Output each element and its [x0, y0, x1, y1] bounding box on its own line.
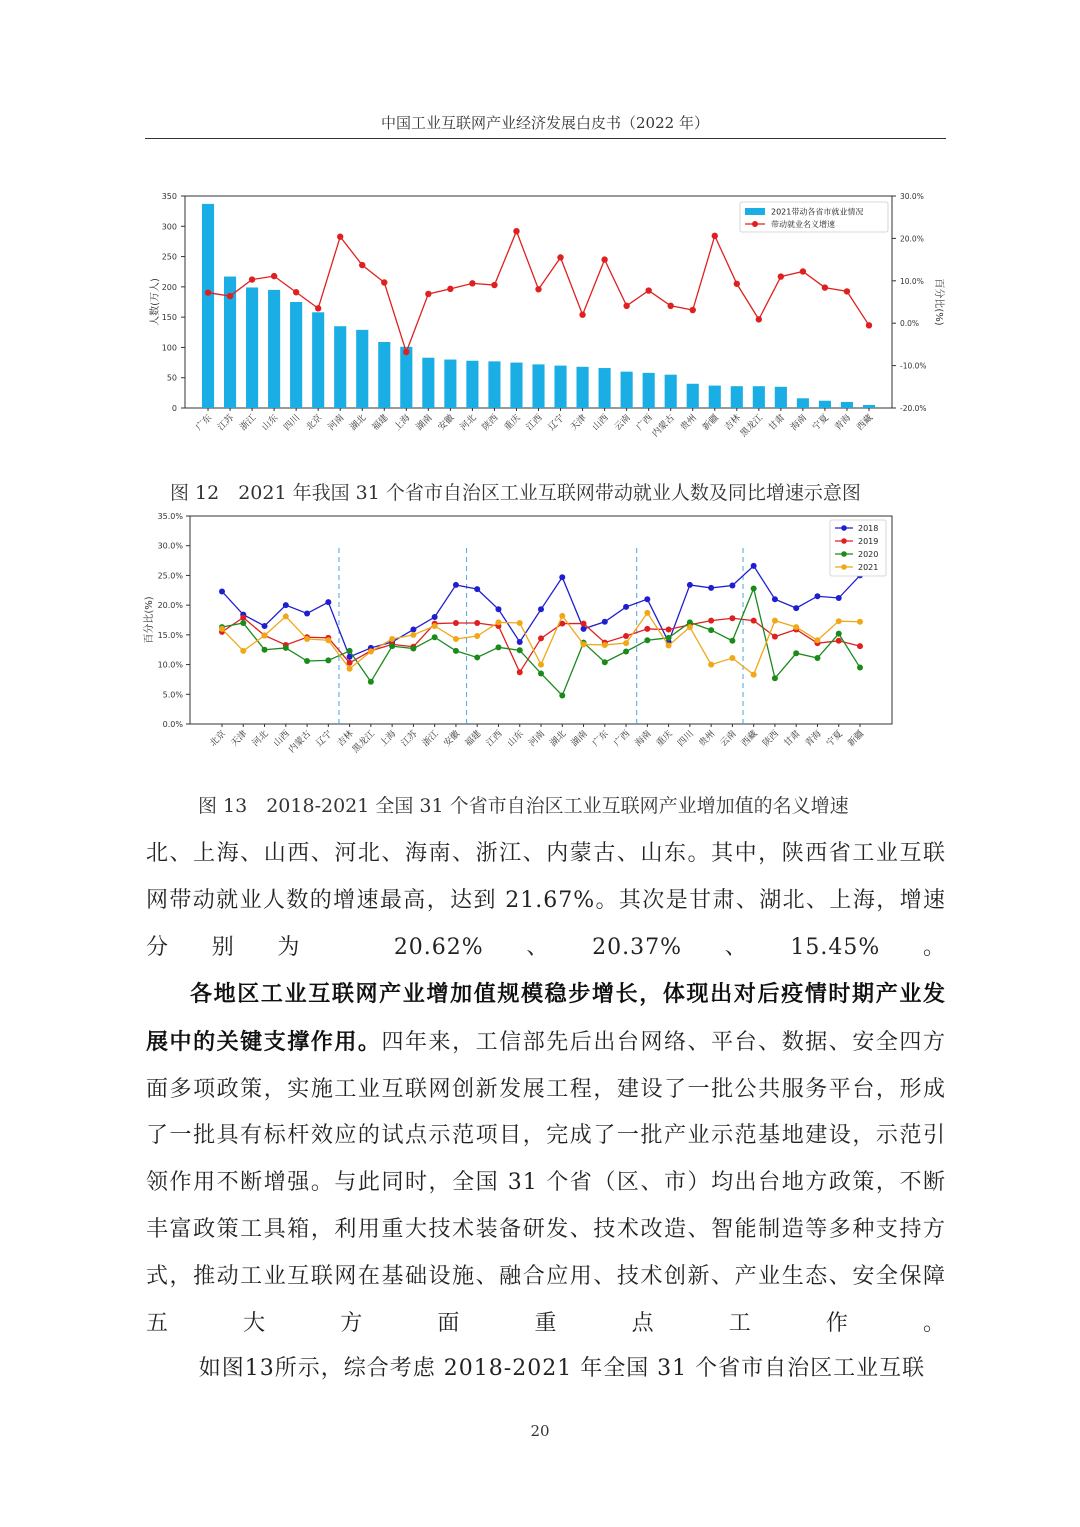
- x-tick-label: 贵州: [697, 729, 718, 749]
- series-point-2021: [538, 662, 544, 668]
- x-tick-label: 浙江: [238, 413, 259, 433]
- series-point-2021: [389, 636, 395, 642]
- series-point-2018: [708, 585, 714, 591]
- series-point-2018: [793, 605, 799, 611]
- series-point-2018: [517, 639, 523, 645]
- series-point-2018: [814, 593, 820, 599]
- legend-label: 2020: [858, 550, 879, 559]
- y-tick-label: 150: [161, 313, 177, 323]
- series-point-2021: [602, 642, 608, 648]
- series-point-2021: [814, 637, 820, 643]
- y-tick-label: 350: [161, 192, 177, 201]
- x-tick-label: 湖南: [414, 413, 435, 433]
- series-point-2020: [347, 648, 353, 654]
- series-point-2020: [325, 657, 331, 663]
- series-point-2021: [623, 640, 629, 646]
- y-tick-label: 20.0%: [157, 601, 183, 611]
- x-tick-label: 陕西: [761, 729, 782, 749]
- series-point-2020: [814, 655, 820, 661]
- x-tick-label: 青海: [833, 413, 854, 433]
- x-tick-label: 黑龙江: [350, 729, 377, 756]
- legend-swatch-marker: [841, 551, 847, 557]
- x-tick-label: 江苏: [216, 413, 237, 433]
- series-point-2021: [304, 636, 310, 642]
- x-tick-label: 四川: [676, 729, 696, 749]
- series-point-2019: [623, 633, 629, 639]
- x-tick-label: 河北: [250, 729, 271, 749]
- legend-label: 带动就业名义增速: [771, 220, 835, 229]
- x-tick-label: 辽宁: [314, 729, 335, 749]
- x-tick-label: 西藏: [739, 729, 760, 749]
- series-point-2018: [751, 563, 757, 569]
- series-point-2021: [729, 655, 735, 661]
- series-point-2018: [474, 586, 480, 592]
- x-tick-label: 北京: [208, 729, 229, 749]
- legend-label: 2018: [858, 524, 879, 533]
- series-point-2021: [495, 619, 501, 625]
- series-point-2018: [283, 602, 289, 608]
- series-point-2020: [538, 670, 544, 676]
- series-point-2019: [453, 620, 459, 626]
- x-tick-label: 贵州: [679, 413, 699, 433]
- y-axis-label: 人数(万人): [150, 278, 161, 326]
- x-tick-label: 广东: [194, 413, 215, 433]
- series-point-2021: [644, 610, 650, 616]
- series-point-2018: [262, 623, 268, 629]
- x-tick-label: 广西: [634, 413, 655, 433]
- series-point-2018: [432, 614, 438, 620]
- x-tick-label: 江苏: [399, 729, 420, 749]
- series-point-2021: [857, 619, 863, 625]
- x-tick-label: 安徽: [436, 413, 457, 433]
- legend-swatch-marker: [841, 538, 847, 544]
- x-tick-label: 青海: [803, 729, 824, 749]
- y-tick-label: 50: [166, 373, 177, 383]
- page-number: 20: [530, 1422, 550, 1440]
- x-tick-label: 安徽: [442, 729, 463, 749]
- x-tick-label: 天津: [229, 729, 250, 749]
- series-point-2020: [772, 675, 778, 681]
- series-point-2018: [836, 595, 842, 601]
- series-point-2019: [751, 618, 757, 624]
- series-point-2018: [559, 574, 565, 580]
- y-tick-label: 300: [161, 222, 177, 232]
- series-point-2020: [602, 659, 608, 665]
- series-point-2021: [240, 648, 246, 654]
- series-point-2018: [581, 626, 587, 632]
- series-point-2021: [517, 620, 523, 626]
- x-tick-label: 内蒙古: [287, 729, 314, 756]
- y-tick-label: 250: [161, 252, 177, 262]
- page-header: 中国工业互联网产业经济发展白皮书（2022 年）: [381, 114, 709, 132]
- x-tick-label: 海南: [633, 729, 654, 749]
- y-tick-label: 0: [171, 404, 177, 413]
- series-point-2021: [283, 613, 289, 619]
- series-point-2021: [687, 624, 693, 630]
- series-point-2018: [538, 606, 544, 612]
- x-tick-label: 甘肃: [782, 729, 803, 749]
- series-point-2020: [644, 637, 650, 643]
- y2-tick-label: 0.0%: [900, 319, 920, 329]
- series-point-2020: [793, 650, 799, 656]
- series-point-2020: [474, 654, 480, 660]
- x-tick-label: 吉林: [723, 413, 743, 433]
- x-tick-label: 黑龙江: [738, 413, 765, 440]
- series-point-2020: [623, 648, 629, 654]
- series-point-2020: [283, 645, 289, 651]
- x-tick-label: 福建: [370, 413, 391, 433]
- y-tick-label: 0.0%: [162, 720, 183, 729]
- series-point-2020: [495, 644, 501, 650]
- plot-frame: [190, 516, 892, 724]
- series-point-2021: [410, 632, 416, 638]
- x-tick-label: 云南: [612, 413, 633, 433]
- legend-label: 2021: [858, 563, 879, 572]
- figure-13-caption: 图 13 2018-2021 全国 31 个省市自治区工业互联网产业增加值的名义增速: [198, 795, 849, 817]
- series-point-2019: [517, 669, 523, 675]
- series-point-2021: [262, 632, 268, 638]
- series-point-2019: [644, 626, 650, 632]
- body-paragraph-1: [146, 831, 946, 971]
- y-tick-label: 200: [161, 282, 177, 292]
- x-tick-label: 江西: [524, 413, 545, 433]
- series-point-2021: [751, 672, 757, 678]
- x-tick-label: 重庆: [502, 413, 523, 433]
- series-point-2020: [729, 638, 735, 644]
- y2-tick-label: 30.0%: [900, 192, 924, 201]
- y-tick-label: 5.0%: [162, 690, 183, 700]
- y-axis-label: 百分比(%): [144, 596, 155, 644]
- y2-axis-label: 百分比(%): [933, 278, 944, 326]
- x-tick-label: 山西: [272, 729, 292, 749]
- series-point-2019: [708, 618, 714, 624]
- x-tick-label: 四川: [282, 413, 303, 433]
- series-point-2020: [389, 643, 395, 649]
- series-point-2021: [708, 662, 714, 668]
- y-tick-label: 35.0%: [157, 512, 183, 521]
- x-tick-label: 宁夏: [811, 413, 832, 433]
- series-point-2018: [410, 627, 416, 633]
- series-point-2021: [219, 626, 225, 632]
- series-point-2021: [772, 618, 778, 624]
- y-tick-label: 10.0%: [157, 660, 183, 670]
- series-point-2021: [836, 618, 842, 624]
- x-tick-label: 湖北: [548, 729, 569, 749]
- legend-swatch-marker: [841, 525, 847, 531]
- x-tick-label: 海南: [789, 413, 810, 433]
- x-tick-label: 重庆: [654, 729, 675, 749]
- paragraph-1-text: 北、上海、山西、河北、海南、浙江、内蒙古、山东。其中，陕西省工业互联网带动就业人数的增速最高，达到 21.67%。其次是甘肃、湖北、上海，增速分别为 20.62%、20.37%、15.45%。: [146, 841, 946, 960]
- series-point-2018: [304, 610, 310, 616]
- body-paragraph-3: [146, 1346, 946, 1393]
- x-tick-label: 江西: [484, 729, 505, 749]
- series-point-2019: [836, 638, 842, 644]
- x-tick-label: 辽宁: [546, 413, 567, 433]
- y2-tick-label: -10.0%: [900, 361, 927, 371]
- series-point-2021: [325, 637, 331, 643]
- x-tick-label: 福建: [463, 729, 484, 749]
- paragraph-3-text: 如图13所示，综合考虑 2018-2021 年全国 31 个省市自治区工业互联: [198, 1356, 926, 1381]
- x-tick-label: 云南: [718, 729, 739, 749]
- x-tick-label: 天津: [568, 413, 589, 433]
- series-point-2018: [623, 604, 629, 610]
- figure-12-caption: 图 12 2021 年我国 31 个省市自治区工业互联网带动就业人数及同比增速示意图: [170, 482, 861, 504]
- x-tick-label: 西藏: [855, 413, 876, 433]
- x-tick-label: 广东: [591, 729, 611, 749]
- y-tick-label: 100: [161, 343, 177, 353]
- series-point-2020: [432, 634, 438, 640]
- series-point-2020: [836, 631, 842, 637]
- y2-tick-label: -20.0%: [900, 404, 927, 413]
- x-tick-label: 吉林: [335, 729, 356, 749]
- x-tick-label: 甘肃: [767, 413, 787, 433]
- x-tick-label: 广西: [612, 729, 633, 749]
- series-point-2021: [453, 636, 459, 642]
- x-tick-label: 宁夏: [825, 729, 845, 749]
- series-point-2019: [772, 634, 778, 640]
- x-tick-label: 上海: [392, 413, 413, 433]
- y2-tick-label: 20.0%: [900, 234, 924, 244]
- y2-tick-label: 10.0%: [900, 276, 924, 286]
- series-point-2018: [602, 619, 608, 625]
- x-tick-label: 河北: [458, 413, 479, 433]
- series-point-2019: [729, 615, 735, 621]
- series-point-2018: [687, 582, 693, 588]
- x-tick-label: 湖南: [569, 729, 590, 749]
- series-line-2020: [222, 589, 860, 696]
- series-point-2020: [857, 665, 863, 671]
- x-tick-label: 山东: [506, 729, 526, 749]
- paragraph-2-bold-lead: 各地区工业互联网产业增加值规模稳步增长，体现出对后疫情时期产业发展中的关键支撑作用。: [146, 981, 946, 1055]
- x-tick-label: 湖北: [348, 413, 369, 433]
- series-point-2021: [666, 643, 672, 649]
- series-point-2020: [666, 635, 672, 641]
- series-point-2019: [240, 615, 246, 621]
- series-point-2021: [559, 613, 565, 619]
- x-tick-label: 新疆: [846, 729, 867, 749]
- series-point-2018: [219, 588, 225, 594]
- series-point-2021: [793, 624, 799, 630]
- series-point-2018: [772, 596, 778, 602]
- x-tick-label: 内蒙古: [650, 413, 677, 440]
- x-tick-label: 河南: [326, 413, 347, 433]
- series-point-2018: [644, 596, 650, 602]
- series-point-2021: [368, 648, 374, 654]
- series-point-2021: [581, 641, 587, 647]
- legend-label: 2019: [858, 537, 879, 546]
- series-point-2021: [432, 623, 438, 629]
- series-point-2018: [729, 583, 735, 589]
- series-point-2019: [581, 621, 587, 627]
- legend-label: 2021带动各省市就业情况: [771, 207, 864, 217]
- series-point-2018: [325, 599, 331, 605]
- series-point-2019: [666, 627, 672, 633]
- x-tick-label: 新疆: [701, 413, 721, 433]
- series-point-2020: [559, 692, 565, 698]
- x-tick-label: 浙江: [420, 729, 441, 749]
- series-point-2021: [347, 666, 353, 672]
- y-tick-label: 15.0%: [157, 630, 183, 640]
- series-point-2019: [538, 635, 544, 641]
- series-point-2020: [368, 679, 374, 685]
- x-tick-label: 山西: [590, 413, 611, 433]
- x-tick-label: 上海: [378, 729, 399, 749]
- series-point-2020: [240, 620, 246, 626]
- x-tick-label: 陕西: [480, 413, 501, 433]
- series-point-2018: [495, 606, 501, 612]
- y-tick-label: 25.0%: [157, 571, 183, 581]
- series-point-2019: [857, 643, 863, 649]
- body-paragraph-2: [146, 971, 946, 1347]
- paragraph-2-text: 四年来，工信部先后出台网络、平台、数据、安全四方面多项政策，实施工业互联网创新发展工程，建设了一批公共服务平台，形成了一批具有标杆效应的试点示范项目，完成了一批产业示范基地建设，示范引领作用不断增强。与此同时，全国 31 个省（区、市）均出台地方政策，不断丰富政策工具箱，利用重大技术装备研发、技术改造、智能制造等多种支持方式，推动工业互联网在基础设施、融合应用、技术创新、产业生态、安全保障五大方面重点工作。: [146, 1029, 946, 1336]
- series-point-2020: [410, 646, 416, 652]
- series-point-2021: [474, 633, 480, 639]
- legend-swatch-marker: [841, 564, 847, 570]
- x-tick-label: 山东: [260, 413, 281, 433]
- x-tick-label: 河南: [527, 729, 548, 749]
- series-point-2020: [304, 658, 310, 664]
- series-point-2019: [474, 620, 480, 626]
- y-tick-label: 30.0%: [157, 541, 183, 551]
- x-tick-label: 北京: [304, 413, 325, 433]
- series-point-2020: [708, 627, 714, 633]
- series-point-2018: [453, 582, 459, 588]
- series-point-2020: [517, 647, 523, 653]
- series-point-2020: [453, 648, 459, 654]
- series-point-2020: [262, 647, 268, 653]
- series-point-2020: [751, 586, 757, 592]
